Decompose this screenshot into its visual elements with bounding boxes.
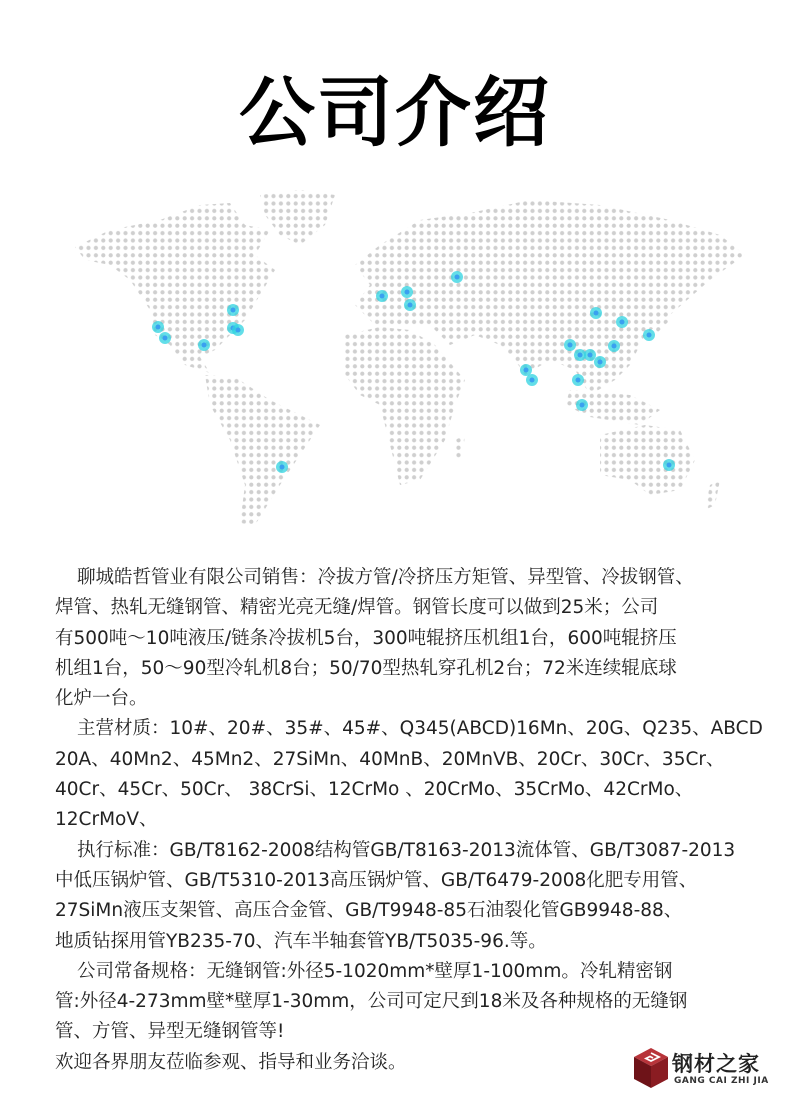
location-marker-core <box>524 368 529 373</box>
location-marker-core <box>156 325 161 330</box>
location-marker-core <box>612 344 617 349</box>
paragraph-3-line: 执行标准：GB/T8162-2008结构管GB/T8163-2013流体管、GB/T3087-2013 <box>77 839 736 861</box>
paragraph-2-line: 主营材质：10#、20#、35#、45#、Q345(ABCD)16Mn、20G、Q235、ABCD <box>77 718 763 740</box>
paragraph-3-line: 地质钻探用管YB235-70、汽车半轴套管YB/T5035-96.等。 <box>55 930 547 952</box>
paragraph-3-line: 27SiMn液压支架管、高压合金管、GB/T9948-85石油裂化管GB9948-88、 <box>55 900 683 922</box>
location-marker-core <box>530 378 535 383</box>
location-marker-core <box>568 343 573 348</box>
paragraph-4-line: 管、方管、异型无缝钢管等! <box>55 1021 285 1043</box>
location-marker-core <box>236 328 241 333</box>
location-marker-core <box>380 294 385 299</box>
paragraph-2-line: 20A、40Mn2、45Mn2、27SiMn、40MnB、20MnVB、20Cr、30Cr、35Cr、 <box>55 748 725 770</box>
company-description <box>55 563 763 1078</box>
paragraph-4-line: 管:外径4-273mm壁*壁厚1-30mm，公司可定尺到18米及各种规格的无缝钢 <box>55 991 688 1013</box>
location-marker-core <box>598 360 603 365</box>
paragraph-1-line: 焊管、热轧无缝钢管、精密光亮无缝/焊管。钢管长度可以做到25米；公司 <box>55 597 659 619</box>
paragraph-1-line: 有500吨～10吨液压/链条冷拔机5台，300吨辊挤压机组1台，600吨辊挤压 <box>55 627 677 649</box>
paragraph-1-line: 化炉一台。 <box>55 688 148 710</box>
world-map <box>70 185 750 530</box>
location-marker-core <box>580 403 585 408</box>
paragraph-2-line: 40Cr、45Cr、50Cr、 38CrSi、12CrMo 、20CrMo、35CrMo、42CrMo、 <box>55 779 694 801</box>
location-marker-core <box>647 333 652 338</box>
logo-name-en: GANG CAI ZHI JIA <box>674 1076 769 1086</box>
paragraph-4-line: 公司常备规格：无缝钢管:外径5-1020mm*壁厚1-100mm。冷轧精密钢 <box>77 960 673 982</box>
logo-name-cn: 钢材之家 <box>672 1052 760 1076</box>
location-marker-core <box>455 275 460 280</box>
location-marker-core <box>594 311 599 316</box>
paragraph-1-line: 聊城皓哲管业有限公司销售：冷拔方管/冷挤压方矩管、异型管、冷拔钢管、 <box>77 567 694 588</box>
paragraph-3-line: 中低压锅炉管、GB/T5310-2013高压锅炉管、GB/T6479-2008化肥专用管、 <box>55 869 698 891</box>
cube-logo-icon <box>632 1046 670 1090</box>
location-marker-core <box>163 336 168 341</box>
location-marker-core <box>620 320 625 325</box>
brand-logo <box>632 1046 782 1094</box>
location-marker-core <box>576 378 581 383</box>
paragraph-1-line: 机组1台，50～90型冷轧机8台；50/70型热轧穿孔机2台；72米连续辊底球 <box>55 657 677 679</box>
location-marker-core <box>231 308 236 313</box>
map-land-dots <box>70 185 750 530</box>
page-title: 公司介绍 <box>239 68 551 157</box>
paragraph-4-line: 欢迎各界朋友莅临参观、指导和业务洽谈。 <box>55 1051 407 1073</box>
location-marker-core <box>667 463 672 468</box>
location-marker-core <box>202 343 207 348</box>
location-marker-core <box>578 353 583 358</box>
location-marker-core <box>405 290 410 295</box>
location-marker-core <box>588 353 593 358</box>
location-marker-core <box>408 303 413 308</box>
paragraph-2-line: 12CrMoV、 <box>55 809 158 831</box>
location-marker-core <box>280 465 285 470</box>
